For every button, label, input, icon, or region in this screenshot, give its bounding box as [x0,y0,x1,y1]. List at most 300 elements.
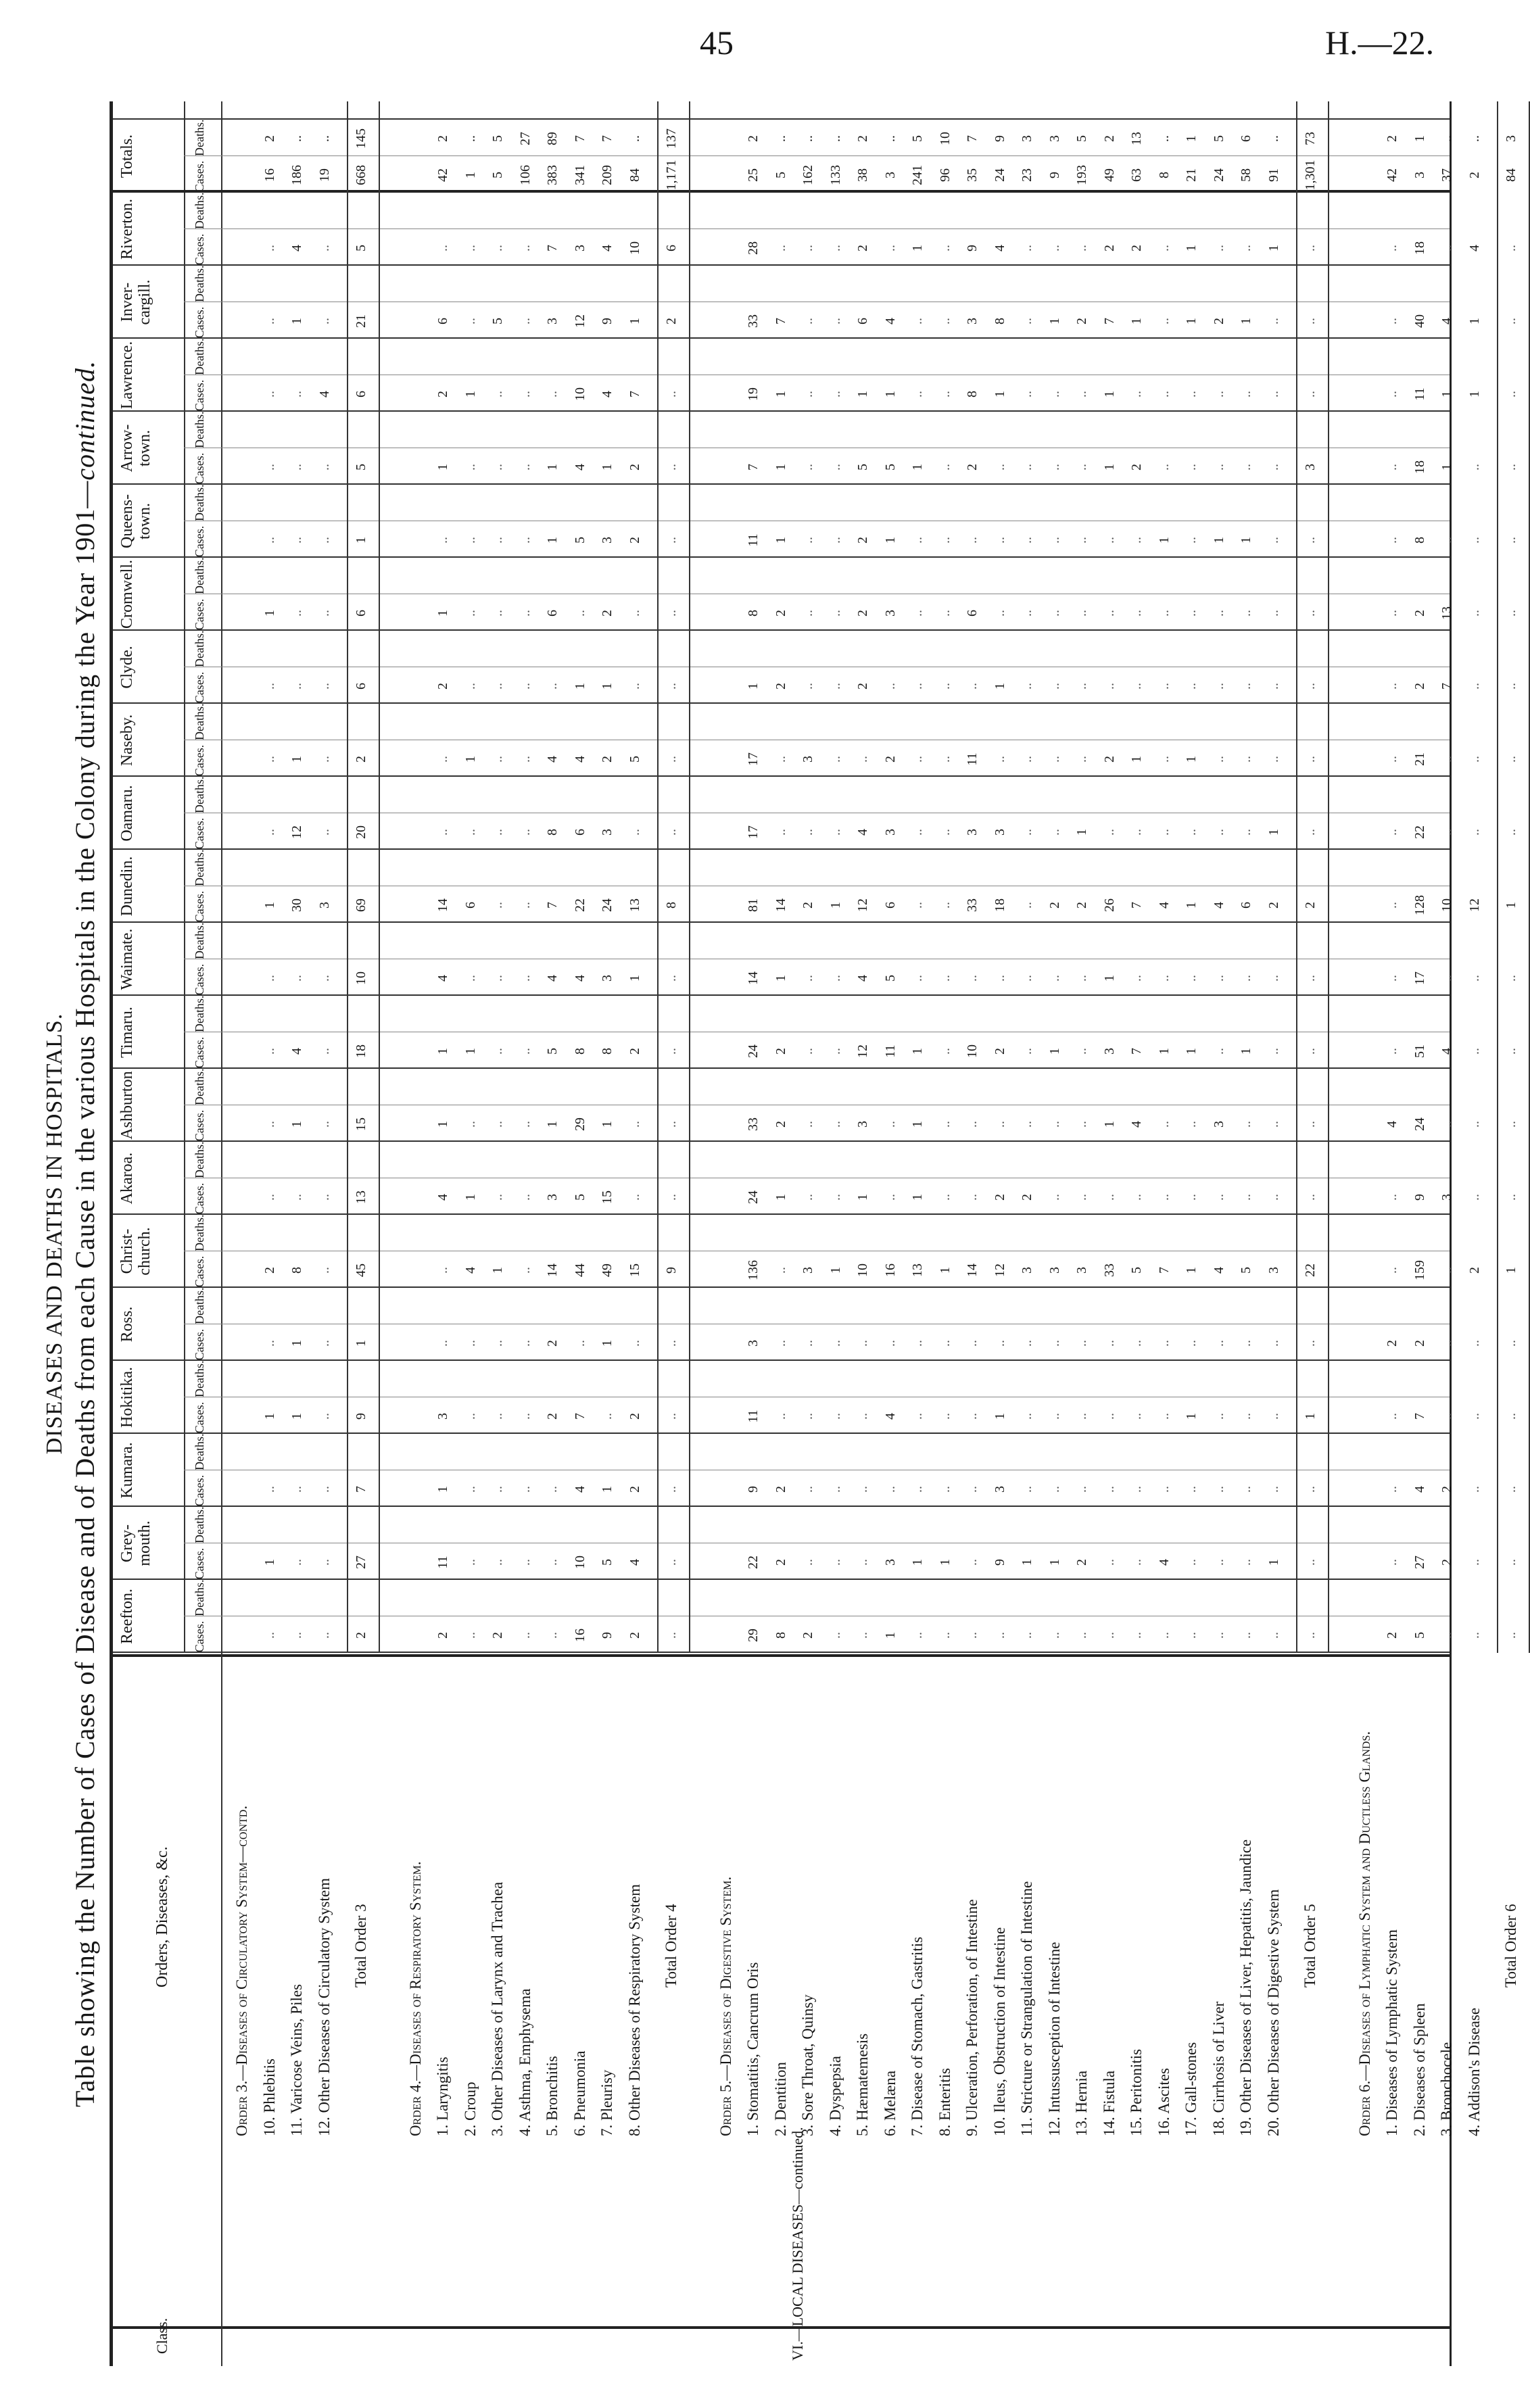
cases-cell: .. [1266,1194,1281,1201]
cases-cell: 24 [746,1044,761,1058]
cases-cell: 4 [572,464,588,471]
disease-label: 4. Addison's Disease [1465,2007,1483,2136]
cases-cell: .. [937,683,953,690]
cases-cell: 6 [354,683,368,690]
cases-subheader: Cases. [193,744,206,777]
cases-cell: 1 [490,1267,505,1274]
cases-cell: 14 [435,898,450,912]
cases-cell: 1 [289,318,304,324]
cases-cell: .. [517,1267,533,1274]
cases-cell: .. [1020,464,1034,471]
cases-cell: .. [289,1559,304,1566]
cases-cell: .. [773,756,788,763]
cases-cell: .. [316,1559,332,1566]
cases-cell: .. [1385,829,1400,836]
totals-cases-cell: 8 [1156,172,1172,178]
cases-cell: 13 [910,1263,925,1277]
cases-cell: .. [490,902,505,909]
cases-cell: .. [1266,1486,1281,1493]
cases-cell: .. [262,464,277,471]
cases-cell: 17 [1412,971,1427,985]
cases-cell: .. [965,683,980,690]
cases-cell: .. [1156,464,1172,471]
cases-cell: .. [937,1413,953,1420]
disease-label: 7. Disease of Stomach, Gastritis [909,1936,926,2136]
hospital-column-rule [113,629,1450,631]
disease-label: 8. Enteritis [936,2068,953,2136]
cases-cell: .. [490,537,505,544]
cases-cell: .. [1466,683,1482,690]
cases-cell: 1 [600,464,615,471]
cases-cell: 4 [1211,1267,1226,1274]
cases-cell: 6 [882,902,898,909]
cases-cell: 1 [1266,829,1281,836]
cases-cell: 1 [882,1632,898,1639]
disease-label: 18. Cirrhosis of Liver [1210,2001,1227,2136]
cases-cell: .. [1047,756,1062,763]
cases-cell: 4 [572,756,588,763]
cases-cell: .. [517,902,533,909]
cases-cell: .. [882,683,898,690]
cases-cell: .. [1211,1340,1226,1347]
cases-cell: 1 [1074,829,1089,836]
cases-cell: .. [828,1559,843,1566]
cases-cell: .. [1129,829,1144,836]
cases-cell: .. [517,683,533,690]
cases-cell: .. [1074,610,1089,617]
cases-cell: 3 [572,245,588,251]
deaths-subheader: Deaths. [193,1360,206,1397]
cases-cell: .. [1504,1340,1519,1347]
cases-cell: .. [517,318,533,324]
disease-label: 1. Laryngitis [434,2056,451,2136]
cases-cell: 2 [1129,464,1144,471]
cases-cell: .. [664,1632,679,1639]
cases-cell: .. [1020,1048,1034,1055]
total-rule-above [347,101,348,1653]
cases-cell: 5 [572,1194,588,1201]
cases-cell: 4 [572,975,588,982]
cases-cell: .. [855,1559,870,1566]
table-subtitle-continued: continued. [70,360,100,481]
cases-cell: .. [490,1194,505,1201]
cases-cell: .. [289,464,304,471]
cases-cell: 17 [746,752,761,766]
cases-subheader: Cases. [193,671,206,704]
cases-cell: 7 [627,391,642,398]
cases-cell: 3 [882,1559,898,1566]
cases-cell: .. [1439,1413,1454,1420]
cases-cell: 1 [992,391,1007,398]
deaths-subheader: Deaths. [193,630,206,667]
cases-cell: .. [1211,975,1226,982]
cases-cell: 2 [600,756,615,763]
cases-cell: .. [1239,464,1253,471]
cases-cell: .. [664,756,679,763]
totals-cases-cell: 2 [1466,172,1482,178]
cases-cell: .. [1047,537,1062,544]
cases-cell: 1 [746,683,761,690]
cases-cell: 2 [773,683,788,690]
cases-cell: 1 [435,1486,450,1493]
cases-cell: .. [828,1340,843,1347]
cases-cell: 2 [1412,683,1427,690]
cases-cell: 1 [1047,1559,1062,1566]
cases-cell: .. [1385,902,1400,909]
cases-cell: 2 [1385,1340,1400,1347]
cases-cell: 2 [1266,902,1281,909]
cases-cell: 3 [1211,1121,1226,1128]
cases-cell: 7 [1129,902,1144,909]
cases-subheader: Cases. [193,963,206,996]
cases-cell: .. [462,683,478,690]
cases-cell: .. [1211,1486,1226,1493]
cases-cell: 18 [354,1044,368,1058]
cases-cell: .. [462,537,478,544]
cases-cell: 18 [1412,460,1427,474]
cases-cell: .. [1074,1632,1089,1639]
cases-cell: .. [1156,1632,1172,1639]
cases-cell: 2 [800,1632,815,1639]
cases-cell: .. [855,1413,870,1420]
cases-cell: .. [965,1486,980,1493]
cases-cell: .. [1101,1632,1117,1639]
cases-cell: .. [1074,756,1089,763]
cases-cell: 9 [600,318,615,324]
cases-cell: 1 [1184,756,1199,763]
totals-cases-cell: 1,301 [1303,160,1318,191]
cases-cell: .. [490,975,505,982]
class-label: VI.—LOCAL DISEASES—continued. [789,2127,806,2361]
disease-label: 7. Pleurisy [598,2069,615,2136]
cases-cell: 2 [1101,756,1117,763]
cases-cell: 1 [627,975,642,982]
cases-cell: .. [1047,464,1062,471]
cases-cell: .. [1303,1486,1318,1493]
disease-label: 6. Melæna [881,2070,899,2136]
cases-cell: .. [1020,610,1034,617]
cases-cell: .. [262,391,277,398]
cases-cell: 33 [965,898,980,912]
cases-cell: .. [1466,1559,1482,1566]
total-rule-below [689,101,690,1653]
cases-cell: .. [1129,1559,1144,1566]
cases-cell: 3 [545,1194,560,1201]
cases-cell: 7 [773,318,788,324]
totals-deaths-cell: 145 [354,128,368,149]
totals-cases-cell: 24 [1211,168,1226,182]
hospital-column-rule [113,118,1450,120]
cases-cell: 6 [545,610,560,617]
cases-cell: 5 [354,245,368,251]
cases-cell: 4 [600,245,615,251]
cases-cell: .. [1385,1048,1400,1055]
cases-cell: 20 [354,825,368,839]
cases-cell: .. [1020,683,1034,690]
cases-cell: 2 [992,1048,1007,1055]
deaths-subheader: Deaths. [193,1214,206,1251]
cases-cell: .. [1211,1413,1226,1420]
cases-cell: .. [800,1194,815,1201]
cases-cell: 3 [992,829,1007,836]
cases-cell: .. [289,683,304,690]
cases-cell: 1 [545,464,560,471]
cases-cell: 1 [773,975,788,982]
cases-cell: .. [965,537,980,544]
cases-cell: 2 [1412,610,1427,617]
cases-subheader: Cases. [193,1182,206,1215]
cases-cell: 1 [462,1048,478,1055]
cases-cell: .. [1020,1413,1034,1420]
cases-cell: .. [1129,1486,1144,1493]
cases-cell: .. [1504,245,1519,251]
cases-cell: 24 [600,898,615,912]
cases-cell: 1 [882,537,898,544]
cases-cell: 2 [773,1121,788,1128]
cases-cell: .. [1074,464,1089,471]
cases-cell: .. [1184,683,1199,690]
cases-cell: 1 [1047,318,1062,324]
disease-label: 9. Ulceration, Perforation, of Intestine [963,1899,980,2136]
totals-cases-cell: 84 [1504,168,1519,182]
cases-cell: .. [1504,829,1519,836]
cases-cell: .. [1156,318,1172,324]
cases-cell: .. [1303,1632,1318,1639]
cases-cell: .. [262,318,277,324]
cases-cell: .. [910,1632,925,1639]
totals-cases-cell: 21 [1184,168,1199,182]
cases-cell: .. [800,975,815,982]
cases-cell: .. [1129,537,1144,544]
cases-cell: 1 [1129,756,1144,763]
cases-cell: .. [1184,610,1199,617]
cases-cell: .. [435,245,450,251]
cases-cell: .. [1129,1413,1144,1420]
cases-cell: .. [1074,1121,1089,1128]
cases-cell: .. [490,391,505,398]
cases-cell: .. [1211,829,1226,836]
cases-cell: 159 [1412,1260,1427,1280]
cases-cell: .. [828,756,843,763]
cases-cell: 1 [462,1194,478,1201]
cases-cell: .. [1239,829,1253,836]
cases-cell: 8 [289,1267,304,1274]
totals-deaths-cell: 2 [855,135,870,142]
cases-cell: .. [1439,756,1454,763]
cases-cell: 1 [262,902,277,909]
cases-cell: 2 [1412,1340,1427,1347]
disease-label: 14. Fistula [1100,2070,1118,2136]
totals-cases-cell: 186 [289,165,304,185]
cases-cell: .. [316,1267,332,1274]
cases-cell: .. [517,464,533,471]
hospital-header: Oamaru. [118,785,136,842]
cases-cell: 4 [882,1413,898,1420]
disease-label: 3. Bronchocele [1438,2042,1455,2136]
totals-cases-cell: 241 [910,165,925,185]
cases-cell: 11 [746,533,761,547]
cases-cell: .. [462,975,478,982]
cases-cell: 1 [1466,391,1482,398]
cases-cell: 7 [572,1413,588,1420]
cases-cell: .. [1156,245,1172,251]
totals-deaths-cell: .. [1156,135,1172,142]
cases-cell: 1 [289,1340,304,1347]
cases-cell: .. [773,1413,788,1420]
cases-cell: 4 [855,829,870,836]
cases-cell: .. [1047,391,1062,398]
cases-cell: 1 [545,1121,560,1128]
totals-cases-cell: 1,171 [664,160,679,191]
cases-cell: .. [1020,391,1034,398]
cases-cell: .. [1439,537,1454,544]
cases-cell: 2 [1074,318,1089,324]
cases-cell: 8 [965,391,980,398]
totals-cases-cell: 9 [1047,172,1062,178]
cases-cell: .. [1239,1340,1253,1347]
hospital-column-rule [113,556,1450,558]
cases-cell: 12 [289,825,304,839]
cases-cell: .. [800,1559,815,1566]
disease-label: 5. Hæmatemesis [854,2033,871,2136]
cases-cell: 9 [965,245,980,251]
hospital-header: Waimate. [118,928,136,990]
totals-deaths-cell: 3 [1047,135,1062,142]
hospital-header: Totals. [118,134,136,178]
cases-cell: .. [1101,1559,1117,1566]
cases-cell: 4 [435,975,450,982]
totals-cases-cell: 162 [800,165,815,185]
cases-cell: 1 [435,464,450,471]
cases-cell: .. [1266,610,1281,617]
cases-cell: .. [1047,1632,1062,1639]
cases-cell: 1 [828,1267,843,1274]
disease-label: 20. Other Diseases of Digestive System [1264,1889,1282,2136]
cases-cell: .. [1129,683,1144,690]
cases-cell: 136 [746,1260,761,1280]
cases-cell: 18 [992,898,1007,912]
disease-label: 11. Varicose Veins, Piles [288,1983,305,2136]
deaths-subheader: Deaths. [193,484,206,521]
cases-cell: 3 [855,1121,870,1128]
cases-cell: .. [316,975,332,982]
cases-cell: .. [435,1267,450,1274]
totals-cases-cell: 16 [262,168,277,182]
cases-cell: 2 [627,1048,642,1055]
cases-cell: 2 [354,1632,368,1639]
cases-cell: .. [316,318,332,324]
cases-cell: .. [828,683,843,690]
cases-cell: .. [1074,245,1089,251]
cases-cell: .. [1239,1559,1253,1566]
cases-cell: .. [937,537,953,544]
class-header: Class. [153,2317,170,2354]
cases-cell: 7 [1101,318,1117,324]
cases-cell: .. [490,1340,505,1347]
page-number: 45 [700,24,734,62]
cases-cell: 5 [1412,1632,1427,1639]
cases-cell: .. [262,975,277,982]
cases-cell: 8 [664,902,679,909]
hospital-column-rule [113,410,1450,412]
hospital-column-rule [113,1652,1450,1653]
cases-cell: .. [664,1340,679,1347]
cases-cell: .. [1129,975,1144,982]
totals-cases-cell: 106 [517,165,533,185]
label-column-rule [113,1654,1450,1657]
cases-cell: .. [490,1486,505,1493]
cases-cell: .. [545,391,560,398]
cases-cell: 5 [1239,1267,1253,1274]
cases-cell: .. [992,756,1007,763]
order-heading: Order 5.—Diseases of Digestive System. [717,1876,734,2136]
cases-cell: .. [1211,756,1226,763]
cases-cell: .. [262,1340,277,1347]
hospital-column-rule [113,483,1450,485]
cases-cell: 9 [600,1632,615,1639]
cases-cell: 1 [462,391,478,398]
totals-deaths-cell: .. [1466,135,1482,142]
cases-cell: 1 [435,610,450,617]
cases-cell: .. [910,1486,925,1493]
totals-cases-cell: 84 [627,168,642,182]
cases-cell: .. [1466,610,1482,617]
cases-cell: 7 [1129,1048,1144,1055]
cases-subheader: Cases. [193,1328,206,1361]
cases-cell: .. [828,975,843,982]
cases-cell: .. [1156,1413,1172,1420]
cases-cell: 24 [1412,1117,1427,1131]
cases-cell: .. [462,464,478,471]
disease-label: 2. Dentition [771,2062,789,2136]
cases-cell: .. [1303,1121,1318,1128]
cases-cell: 14 [965,1263,980,1277]
cases-cell: .. [1184,464,1199,471]
cases-cell: 6 [435,318,450,324]
totals-deaths-cell: 1 [1412,135,1427,142]
cases-cell: 33 [746,314,761,328]
cases-cell: 1 [910,1048,925,1055]
cases-cell: .. [262,1194,277,1201]
cases-cell: 10 [572,387,588,401]
cases-cell: .. [462,1486,478,1493]
cases-cell: .. [517,1340,533,1347]
totals-deaths-cell: 5 [1211,135,1226,142]
cases-cell: .. [1439,245,1454,251]
cases-cell: .. [1466,1194,1482,1201]
cases-cell: .. [1239,1632,1253,1639]
cases-cell: .. [1266,1632,1281,1639]
cases-cell: 3 [882,829,898,836]
cases-cell: .. [1466,1048,1482,1055]
cases-cell: .. [1047,1340,1062,1347]
cases-cell: .. [1385,756,1400,763]
cases-cell: 1 [1101,391,1117,398]
cases-cell: .. [937,318,953,324]
cases-cell: 8 [992,318,1007,324]
cases-cell: 1 [1239,1048,1253,1055]
cases-cell: 1 [600,1340,615,1347]
totals-deaths-cell: .. [800,135,815,142]
cases-cell: 18 [1412,241,1427,255]
cases-cell: .. [1211,1632,1226,1639]
cases-cell: .. [1184,537,1199,544]
cases-cell: 2 [627,537,642,544]
deaths-subheader: Deaths. [193,1141,206,1178]
disease-label: 15. Peritonitis [1128,2048,1145,2136]
cases-cell: .. [517,1486,533,1493]
cases-cell: .. [664,1559,679,1566]
